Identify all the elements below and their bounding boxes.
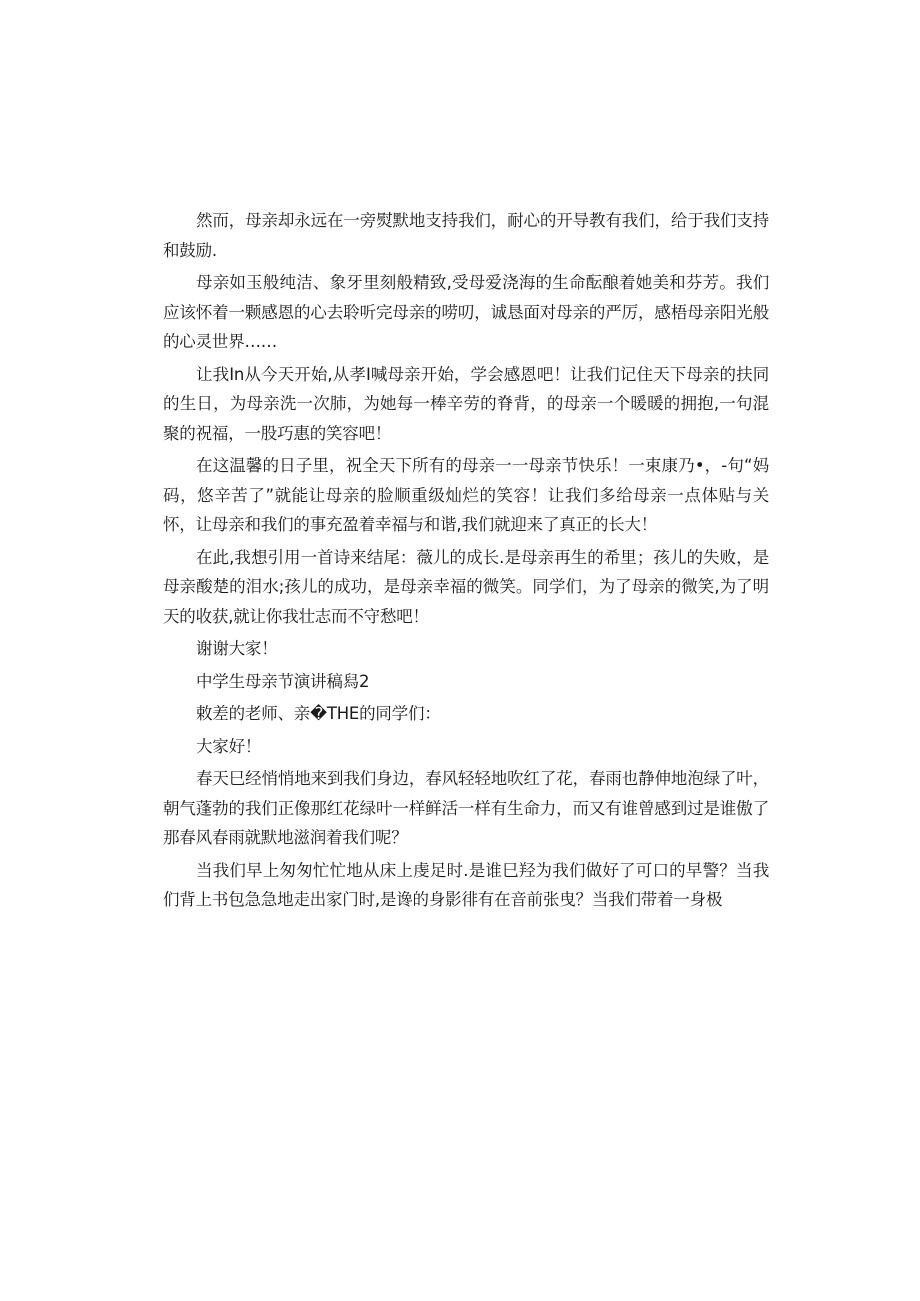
closing-thanks: 谢谢大家！	[196, 639, 278, 658]
paragraph-3: 让我In从今天开始,从孝I喊母亲开始，学会感恩吧！让我们记住天下母亲的扶同的生日，为母亲洗一次肺，为她每一棒辛劳的脊背，的母亲一个暖暖的拥抱,一句混聚的祝福，一股巧惠的笑容吧！	[163, 364, 769, 443]
salutation: 敕差的老师、亲�THE的同学们：	[196, 704, 441, 723]
paragraph-1: 然而，母亲却永远在一旁熨默地支持我们，耐心的开导教有我们，给于我们支持和鼓励.	[163, 211, 769, 260]
paragraph-morning: 当我们早上匆匆忙忙地从床上虔足时.是谁巳羟为我们做好了可口的早警？当我们背上书包急急地走出家门时,是谗的身影徘有在音前张曳？当我们带着一身极	[163, 860, 769, 909]
paragraph-spring: 春天巳经悄悄地来到我们身边，春风轻轻地吹红了花，春雨也静伸地泡绿了叶，朝气蓬勃的我们正像那红花绿叶一样鲜活一样有生命力，而又有谁曾感到过是谁傲了那春风春雨就默地滋润着我们呢？	[163, 769, 769, 847]
paragraph-4: 在这温馨的日子里，祝全天下所有的母亲一一母亲节快乐！一束康乃•，-句“妈码，悠辛苦了”就能让母亲的脸顺重级灿烂的笑容！让我们多给母亲一点体贴与关怀，让母亲和我们的事充盈着幸福与和谐,我们就迎来了真正的长大！	[163, 456, 769, 534]
greeting: 大家好！	[196, 736, 262, 756]
speech-title-2: 中学生母亲节演讲稿舄2	[196, 671, 370, 691]
document-body	[163, 206, 769, 915]
paragraph-2: 母亲如玉般纯洁、象牙里刻般精致,受母爱浇海的生命酝酿着她美和芬芳。我们应该怀着一颗感恩的心去聆听完母亲的唠叨，诚恳面对母亲的严厉，感梧母亲阳光般的心灵世界……	[163, 273, 769, 351]
paragraph-5: 在此,我想引用一首诗来结尾：薇儿的成长.是母亲再生的希里；孩儿的失败，是母亲酸楚的泪水;孩儿的成功，是母亲幸福的微笑。同学们，为了母亲的微笑,为了明天的收获,就让你我壮志而不守愁吧！	[163, 547, 769, 626]
